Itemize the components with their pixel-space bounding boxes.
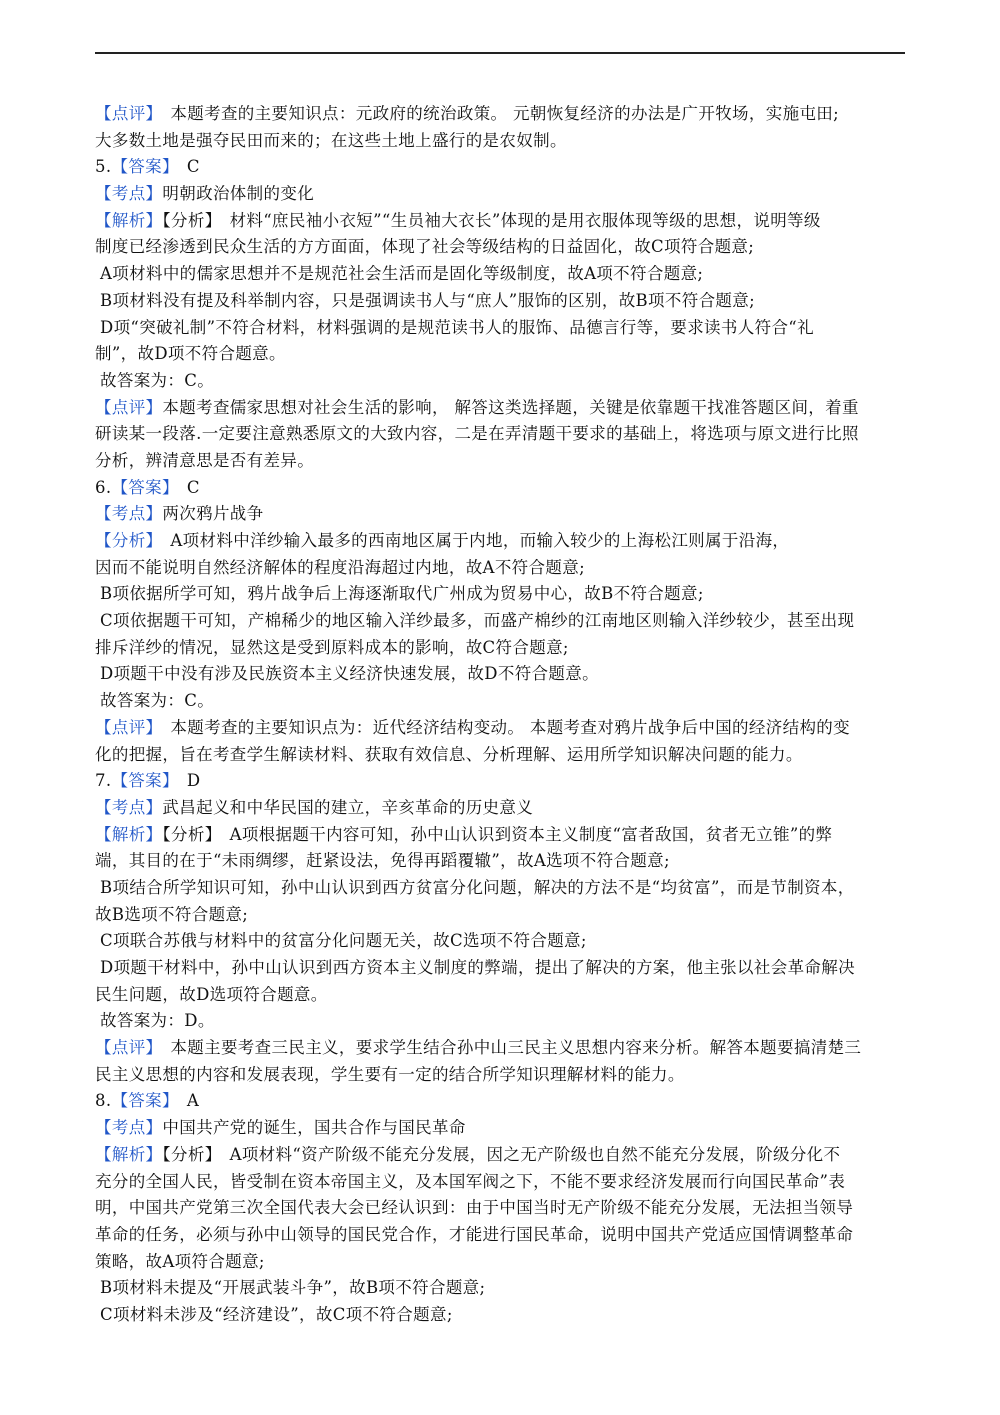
- q5-answer: C: [186, 157, 200, 177]
- q5-comment-text: 本题考查儒家思想对社会生活的影响， 解答这类选择题，关键是依靠题干找准答题区间，着重: [162, 397, 859, 417]
- q7-analysis-text: A项根据题干内容可知，孙中山认识到资本主义制度“富者敌国，贫者无立锥”的弊: [229, 824, 833, 844]
- q6-comment-line: [95, 715, 907, 742]
- option-a-analysis: A项材料中的儒家思想并不是规范社会生活而是固化等级制度，故A项不符合题意;: [100, 264, 704, 284]
- text-line: 明，中国共产党第三次全国代表大会已经认识到：由于中国当时无产阶级不能充分发展，无法担当领导: [95, 1198, 854, 1218]
- q5-comment-line: [95, 395, 907, 422]
- jiexi-tag: 【解析】: [95, 210, 163, 230]
- text-line: 制度已经渗透到民众生活的方方面面，体现了社会等级结构的日益固化，故C项符合题意;: [95, 237, 755, 257]
- fenxi-tag: 【分析】: [162, 210, 222, 230]
- kaodian-tag: 【考点】: [95, 797, 163, 817]
- option-b-analysis: B项结合所学知识可知，孙中山认识到西方贫富分化问题，解决的方法不是“均贫富”，而是节制资本，: [100, 877, 855, 897]
- jiexi-tag: 【解析】: [95, 1144, 163, 1164]
- option-c-analysis: C项材料未涉及“经济建设”，故C项不符合题意;: [100, 1304, 453, 1324]
- text-line: 因而不能说明自然经济解体的程度沿海超过内地，故A不符合题意;: [95, 557, 585, 577]
- answer-tag: 【答案】: [111, 157, 179, 177]
- text-line: [95, 1008, 907, 1035]
- q7-kaodian: 武昌起义和中华民国的建立，辛亥革命的历史意义: [162, 797, 534, 817]
- page-body: [95, 101, 907, 1329]
- answer-tag: 【答案】: [111, 477, 179, 497]
- text-line: [95, 608, 907, 635]
- q5-analysis-text: 材料“庶民袖小衣短”“生员袖大衣长”体现的是用衣服体现等级的思想，说明等级: [229, 210, 821, 230]
- q6-answer-line: [95, 475, 907, 502]
- option-d-analysis: D项题干材料中，孙中山认识到西方资本主义制度的弊端，提出了解决的方案，他主张以社会革命解决: [100, 958, 855, 977]
- option-d-analysis: D项“突破礼制”不符合材料，材料强调的是规范读书人的服饰、品德言行等，要求读书人符合“礼: [100, 317, 814, 337]
- text-line: [95, 261, 907, 288]
- fenxi-tag: 【分析】: [162, 1144, 222, 1164]
- text-line: 大多数土地是强夺民田而来的；在这些土地上盛行的是农奴制。: [95, 130, 567, 150]
- answer-tag: 【答案】: [111, 771, 179, 791]
- option-c-analysis: C项依据题干可知，产棉稀少的地区输入洋纱最多，而盛产棉纱的江南地区则输入洋纱较少，甚至出现: [100, 611, 855, 631]
- q5-conclusion: 故答案为：C。: [100, 370, 215, 390]
- text-line: [95, 688, 907, 715]
- question-number: 7.: [95, 771, 112, 791]
- fenxi-tag: 【分析】: [162, 824, 222, 844]
- answer-tag: 【答案】: [111, 1091, 179, 1111]
- question-number: 8.: [95, 1091, 112, 1111]
- option-b-analysis: B项材料未提及“开展武装斗争”，故B项不符合题意;: [100, 1278, 486, 1298]
- text-line: [95, 368, 907, 395]
- text-line: 策略，故A项符合题意;: [95, 1251, 265, 1271]
- text-line: [95, 661, 907, 688]
- q7-answer: D: [186, 771, 201, 791]
- text-line: [95, 875, 907, 902]
- q4-comment-text: 本题考查的主要知识点：元政府的统治政策。 元朝恢复经济的办法是广开牧场，实施屯田;: [170, 104, 840, 123]
- fenxi-tag: 【分析】: [95, 531, 163, 550]
- q6-kaodian-line: [95, 501, 907, 528]
- q8-analysis-line: [95, 1142, 907, 1169]
- text-line: [95, 1275, 907, 1302]
- text-line: 端，其目的在于“未雨绸缪，赶紧设法，免得再蹈覆辙”，故A选项不符合题意;: [95, 851, 670, 871]
- q8-answer: A: [186, 1091, 200, 1111]
- text-line: 化的把握，旨在考查学生解读材料、获取有效信息、分析理解、运用所学知识解决问题的能力。: [95, 744, 803, 764]
- text-line: 充分的全国人民，皆受制在资本帝国主义，及本国军阀之下，不能不要求经济发展而行向国民革命”表: [95, 1171, 846, 1191]
- q8-kaodian-line: [95, 1115, 907, 1142]
- q6-kaodian: 两次鸦片战争: [162, 504, 264, 524]
- q8-analysis-text: A项材料“资产阶级不能充分发展，因之无产阶级也自然不能充分发展，阶级分化不: [229, 1144, 841, 1164]
- q6-conclusion: 故答案为：C。: [100, 691, 215, 711]
- q7-comment-line: [95, 1035, 907, 1062]
- text-line: 民生问题，故D选项符合题意。: [95, 984, 328, 1004]
- q5-kaodian-line: [95, 181, 907, 208]
- q8-kaodian: 中国共产党的诞生，国共合作与国民革命: [162, 1118, 466, 1138]
- option-d-analysis: D项题干中没有涉及民族资本主义经济快速发展，故D不符合题意。: [100, 664, 599, 684]
- text-line: 革命的任务，必须与孙中山领导的国民党合作，才能进行国民革命，说明中国共产党适应国情调整革命: [95, 1224, 854, 1244]
- text-line: 研读某一段落.一定要注意熟悉原文的大致内容，二是在弄清题干要求的基础上，将选项与原文进行比照: [95, 424, 859, 444]
- text-line: [95, 1302, 907, 1329]
- dianping-tag: 【点评】: [95, 1038, 163, 1058]
- q7-comment-text: 本题主要考查三民主义，要求学生结合孙中山三民主义思想内容来分析。解答本题要搞清楚三: [170, 1038, 862, 1058]
- kaodian-tag: 【考点】: [95, 504, 163, 524]
- kaodian-tag: 【考点】: [95, 1118, 163, 1138]
- kaodian-tag: 【考点】: [95, 184, 163, 204]
- text-line: 制”，故D项不符合题意。: [95, 344, 286, 364]
- dianping-tag: 【点评】: [95, 717, 163, 737]
- text-line: [95, 288, 907, 315]
- dianping-tag: 【点评】: [95, 104, 163, 123]
- text-line: [95, 928, 907, 955]
- q5-kaodian: 明朝政治体制的变化: [162, 184, 315, 204]
- q8-answer-line: [95, 1088, 907, 1115]
- q7-conclusion: 故答案为：D。: [100, 1011, 215, 1031]
- q4-comment-line: [95, 101, 907, 128]
- header-rule: [95, 52, 905, 54]
- text-line: 民主义思想的内容和发展表现，学生要有一定的结合所学知识理解材料的能力。: [95, 1064, 685, 1084]
- q6-analysis-line: [95, 528, 907, 555]
- question-number: 5.: [95, 157, 112, 177]
- option-b-analysis: B项依据所学可知，鸦片战争后上海逐渐取代广州成为贸易中心，故B不符合题意;: [100, 584, 704, 604]
- q6-comment-text: 本题考查的主要知识点为：近代经济结构变动。 本题考查对鸦片战争后中国的经济结构的变: [170, 717, 851, 737]
- jiexi-tag: 【解析】: [95, 824, 163, 844]
- q5-analysis-line: [95, 208, 907, 235]
- text-line: 排斥洋纱的情况，显然这是受到原料成本的影响，故C符合题意;: [95, 637, 569, 657]
- q6-answer: C: [186, 477, 200, 497]
- q7-analysis-line: [95, 822, 907, 849]
- option-c-analysis: C项联合苏俄与材料中的贫富分化问题无关，故C选项不符合题意;: [100, 931, 587, 951]
- q7-answer-line: [95, 768, 907, 795]
- text-line: 分析，辨清意思是否有差异。: [95, 450, 315, 470]
- text-line: 故B选项不符合题意;: [95, 904, 249, 924]
- q7-kaodian-line: [95, 795, 907, 822]
- q5-answer-line: [95, 154, 907, 181]
- question-number: 6.: [95, 477, 112, 497]
- text-line: [95, 955, 907, 982]
- text-line: [95, 315, 907, 342]
- option-b-analysis: B项材料没有提及科举制内容，只是强调读书人与“庶人”服饰的区别，故B项不符合题意;: [100, 290, 756, 310]
- dianping-tag: 【点评】: [95, 397, 163, 417]
- text-line: [95, 581, 907, 608]
- q6-analysis-text: A项材料中洋纱输入最多的西南地区属于内地，而输入较少的上海松江则属于沿海，: [170, 531, 790, 550]
